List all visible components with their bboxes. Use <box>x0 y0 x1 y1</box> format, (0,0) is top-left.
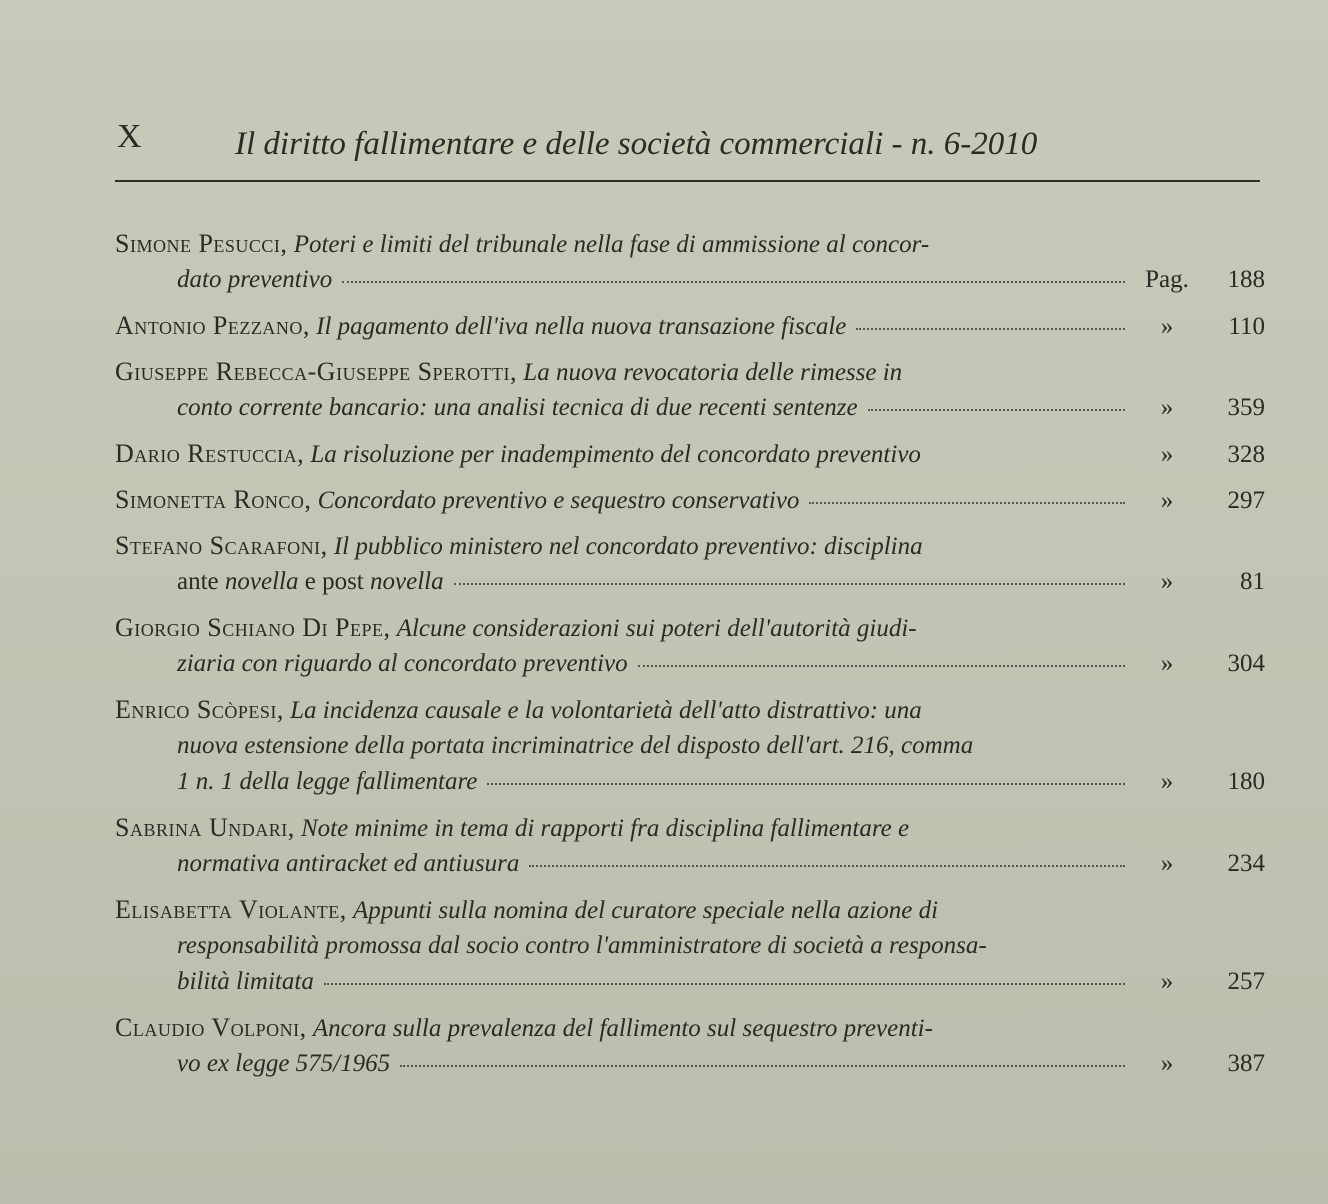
page-marker: » <box>1160 850 1174 877</box>
entry-author: Giuseppe Rebecca-Giuseppe Sperotti, <box>115 357 518 386</box>
entry-title: Poteri e limiti del tribunale nella fase di ammissione al concor- <box>293 231 930 258</box>
dot-leader <box>638 665 1125 667</box>
entry-title-cont: responsabilità promossa dal socio contro l'amministratore di società a responsa- <box>177 932 987 959</box>
entry-author: Simone Pesucci, <box>115 229 288 258</box>
page-numeral: X <box>117 118 143 155</box>
page-marker: » <box>1160 441 1174 468</box>
entry-title-cont: dato preventivo <box>177 266 333 293</box>
page-number: 359 <box>1227 394 1265 421</box>
entry-title-cont: vo ex legge 575/1965 <box>177 1050 391 1077</box>
page-marker: » <box>1160 650 1174 677</box>
page-number: 257 <box>1227 968 1265 995</box>
entry-title: Alcune considerazioni sui poteri dell'autorità giudi- <box>396 615 917 642</box>
dot-leader <box>487 783 1125 785</box>
entry-author: Antonio Pezzano, <box>115 311 310 340</box>
page-marker: » <box>1160 394 1174 421</box>
dot-leader <box>868 409 1125 411</box>
entry-author: Dario Restuccia, <box>115 439 305 468</box>
page-number: 387 <box>1227 1050 1265 1077</box>
entry-title: La nuova revocatoria delle rimesse in <box>523 359 903 386</box>
page-number: 304 <box>1227 650 1265 677</box>
page-number: 180 <box>1227 768 1265 795</box>
entry-author: Enrico Scòpesi, <box>115 695 284 724</box>
toc-entry <box>115 308 1265 344</box>
dot-leader <box>856 328 1125 330</box>
page-number: 110 <box>1228 313 1265 340</box>
entry-author: Stefano Scarafoni, <box>115 531 328 560</box>
dot-leader <box>529 865 1125 867</box>
header-rule <box>115 180 1260 182</box>
page-number: 81 <box>1240 568 1265 595</box>
dot-leader <box>342 281 1125 283</box>
toc-entry <box>115 892 1265 1000</box>
entry-title: La risoluzione per inadempimento del concordato preventivo <box>310 441 921 468</box>
toc-entry <box>115 226 1265 298</box>
entry-author: Elisabetta Violante, <box>115 895 347 924</box>
entry-title-cont: conto corrente bancario: una analisi tecnica di due recenti sentenze <box>177 394 858 421</box>
entry-title-part: ante <box>177 568 225 595</box>
journal-title: Il diritto fallimentare e delle società commerciali - n. 6-2010 <box>235 126 1038 162</box>
page-marker: » <box>1160 768 1174 795</box>
entry-author: Simonetta Ronco, <box>115 485 312 514</box>
page-marker: » <box>1160 568 1174 595</box>
entry-title: La incidenza causale e la volontarietà dell'atto distrattivo: una <box>290 697 922 724</box>
entry-title-cont: bilità limitata <box>177 968 314 995</box>
entry-title-cont: normativa antiracket ed antiusura <box>177 850 520 877</box>
entry-title: Appunti sulla nomina del curatore speciale nella azione di <box>352 897 939 924</box>
entry-title: Il pagamento dell'iva nella nuova transazione fiscale <box>316 313 847 340</box>
page-number: 328 <box>1227 441 1265 468</box>
dot-leader <box>400 1065 1125 1067</box>
entry-title-cont: 1 n. 1 della legge fallimentare <box>177 768 478 795</box>
entry-title-part: novella <box>370 568 444 595</box>
toc-entry <box>115 482 1265 518</box>
toc-entry <box>115 528 1265 600</box>
entry-title-cont: ziaria con riguardo al concordato preventivo <box>177 650 628 677</box>
entry-title-cont: nuova estensione della portata incriminatrice del disposto dell'art. 216, comma <box>177 732 974 759</box>
entry-author: Giorgio Schiano Di Pepe, <box>115 613 391 642</box>
running-header <box>115 118 1260 178</box>
page-number: 188 <box>1227 266 1265 293</box>
page-marker: » <box>1160 1050 1174 1077</box>
toc-entry <box>115 610 1265 682</box>
table-of-contents <box>115 226 1265 1082</box>
page-marker: Pag. <box>1145 266 1189 293</box>
page-number: 297 <box>1227 487 1265 514</box>
entry-author: Sabrina Undari, <box>115 813 295 842</box>
toc-entry <box>115 810 1265 882</box>
dot-leader <box>324 983 1125 985</box>
toc-entry <box>115 692 1265 800</box>
dot-leader <box>931 456 1125 458</box>
entry-title-part: e post <box>298 568 371 595</box>
page-marker: » <box>1160 487 1174 514</box>
page-marker: » <box>1160 313 1174 340</box>
entry-title: Il pubblico ministero nel concordato preventivo: disciplina <box>333 533 923 560</box>
toc-entry <box>115 354 1265 426</box>
toc-entry <box>115 436 1265 472</box>
entry-author: Claudio Volponi, <box>115 1013 307 1042</box>
entry-title-part: novella <box>224 568 299 595</box>
toc-entry <box>115 1010 1265 1082</box>
dot-leader <box>454 583 1125 585</box>
entry-title: Note minime in tema di rapporti fra disciplina fallimentare e <box>301 815 910 842</box>
dot-leader <box>809 502 1125 504</box>
entry-title: Ancora sulla prevalenza del fallimento sul sequestro preventi- <box>312 1015 933 1042</box>
entry-title: Concordato preventivo e sequestro conservativo <box>317 487 800 514</box>
page-number: 234 <box>1227 850 1265 877</box>
page-marker: » <box>1160 968 1174 995</box>
